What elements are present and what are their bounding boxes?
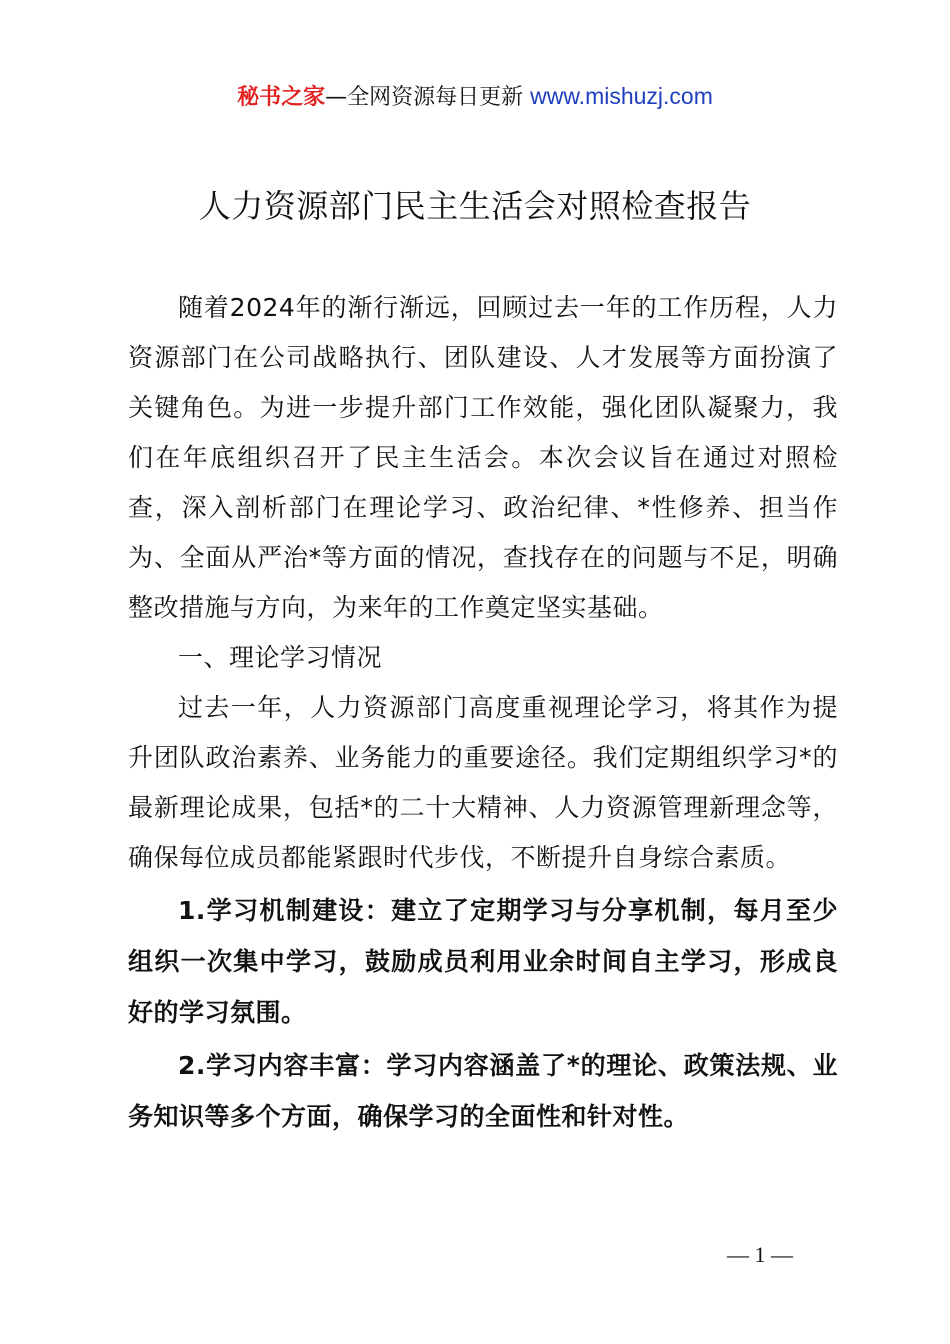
document-body	[128, 283, 838, 1142]
page-number-text: — 1 —	[727, 1242, 793, 1267]
numbered-item: 1.学习机制建设：建立了定期学习与分享机制，每月至少组织一次集中学习，鼓励成员利用业余时间自主学习，形成良好的学习氛围。	[128, 896, 838, 1027]
body-paragraph: 过去一年，人力资源部门高度重视理论学习，将其作为提升团队政治素养、业务能力的重要途径。我们定期组织学习*的最新理论成果，包括*的二十大精神、人力资源管理新理念等，确保每位成员都能紧跟时代步伐，不断提升自身综合素质。	[128, 693, 838, 872]
section-heading: 一、理论学习情况	[178, 643, 383, 672]
numbered-item: 2.学习内容丰富：学习内容涵盖了*的理论、政策法规、业务知识等多个方面，确保学习的全面性和针对性。	[128, 1051, 838, 1131]
site-name: 秘书之家	[237, 85, 326, 110]
page-number	[0, 1240, 950, 1270]
site-tagline: —全网资源每日更新	[325, 85, 524, 110]
intro-paragraph: 随着2024年的渐行渐远，回顾过去一年的工作历程，人力资源部门在公司战略执行、团队建设、人才发展等方面扮演了关键角色。为进一步提升部门工作效能，强化团队凝聚力，我们在年底组织召开了民主生活会。本次会议旨在通过对照检查，深入剖析部门在理论学习、政治纪律、*性修养、担当作为、全面从严治*等方面的情况，查找存在的问题与不足，明确整改措施与方向，为来年的工作奠定坚实基础。	[128, 293, 838, 622]
site-header	[0, 80, 950, 114]
site-url-link[interactable]: www.mishuzj.com	[530, 83, 713, 109]
document-title: 人力资源部门民主生活会对照检查报告	[198, 187, 752, 225]
